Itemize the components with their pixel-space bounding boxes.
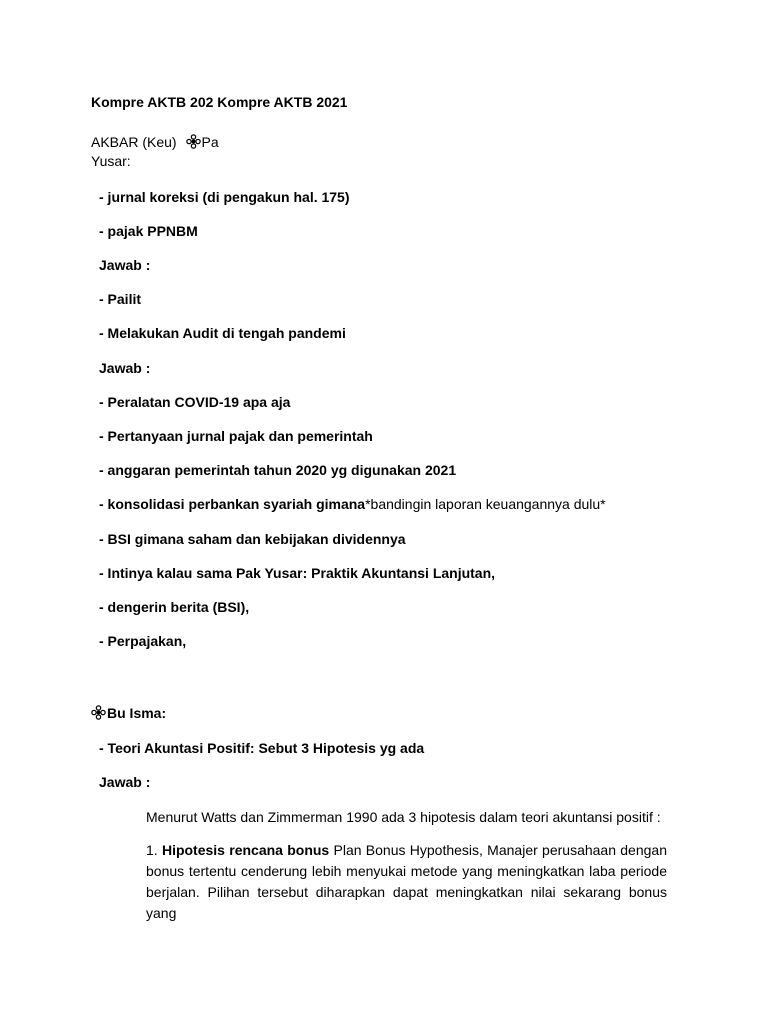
list-item: - jurnal koreksi (di pengakun hal. 175) — [99, 189, 350, 205]
yusar-label: Yusar: — [91, 153, 131, 169]
list-item: - Intinya kalau sama Pak Yusar: Praktik Akuntansi Lanjutan, — [99, 565, 496, 581]
list-item: - Melakukan Audit di tengah pandemi — [99, 325, 346, 341]
konsolidasi-bold: - konsolidasi perbankan syariah gimana — [99, 496, 366, 512]
flower-icon — [186, 134, 201, 149]
akbar-label: AKBAR (Keu) — [91, 134, 177, 150]
list-item: - dengerin berita (BSI), — [99, 599, 250, 615]
page-title: Kompre AKTB 202 Kompre AKTB 2021 — [91, 94, 348, 110]
list-item-konsolidasi — [99, 496, 606, 513]
hypothesis-title: Hipotesis rencana bonus — [161, 842, 330, 858]
list-item: - anggaran pemerintah tahun 2020 yg digunakan 2021 — [99, 462, 457, 478]
konsolidasi-note: *bandingin laporan keuangannya dulu* — [365, 496, 606, 512]
hypothesis-paragraph — [146, 840, 667, 924]
jawab-label: Jawab : — [99, 774, 151, 790]
intro-text: Menurut Watts dan Zimmerman 1990 ada 3 hipotesis dalam teori akuntansi positif : — [146, 809, 661, 825]
list-item: - Pailit — [99, 291, 142, 307]
jawab-label: Jawab : — [99, 257, 151, 273]
list-item: - Peralatan COVID-19 apa aja — [99, 394, 291, 410]
list-item: - BSI gimana saham dan kebijakan dividennya — [99, 531, 406, 547]
list-item: - Pertanyaan jurnal pajak dan pemerintah — [99, 428, 373, 444]
list-item: - pajak PPNBM — [99, 223, 198, 239]
akbar-suffix: Pa — [201, 134, 219, 150]
hypothesis-number: 1. — [146, 842, 162, 858]
list-item: - Perpajakan, — [99, 633, 187, 649]
hypothesis-text: Plan Bonus Hypothesis, Manajer perusahaan dengan bonus tertentu cenderung lebih menyukai metode yang meningkatkan laba periode berjalan. Pilihan tersebut diharapkan dapat meningkatkan nilai sekarang bonus yang — [146, 842, 667, 921]
jawab-label: Jawab : — [99, 360, 151, 376]
isma-heading-line — [91, 705, 166, 722]
akbar-line — [91, 134, 219, 151]
isma-heading: Bu Isma: — [107, 705, 167, 721]
list-item: - Teori Akuntasi Positif: Sebut 3 Hipotesis yg ada — [99, 740, 425, 756]
flower-icon — [91, 705, 106, 720]
